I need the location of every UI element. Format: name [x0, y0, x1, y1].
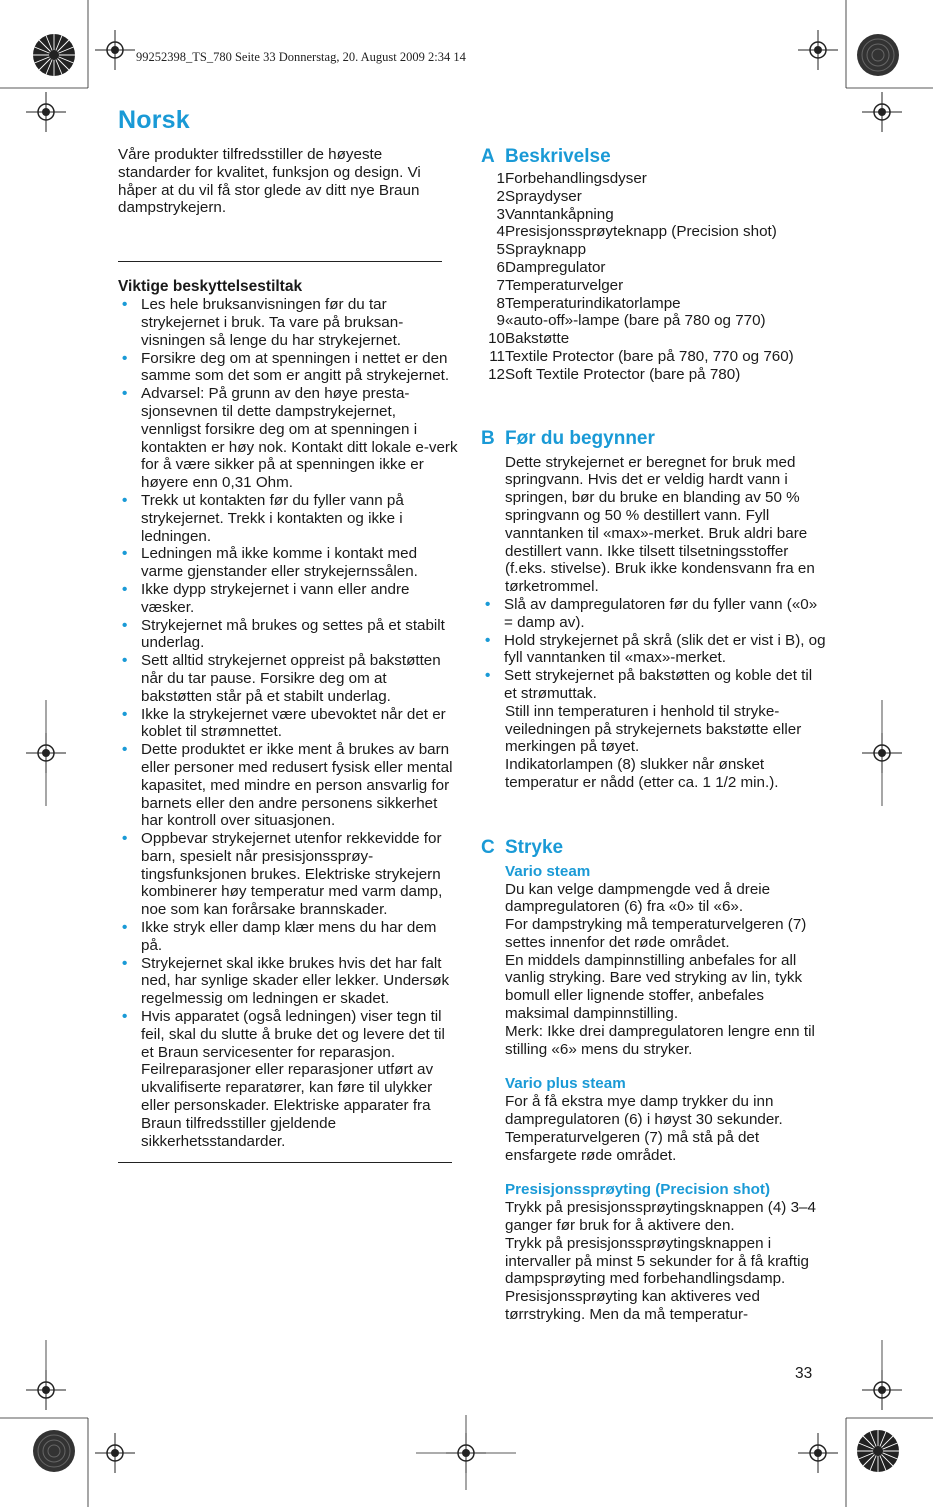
- list-item: 12 Soft Textile Protector (bare på 780): [488, 365, 741, 383]
- safety-item: • Strykejernet må brukes og settes på et stabilt underlag.: [122, 616, 445, 652]
- paragraph: Merk: Ikke drei dampregulatoren lengre enn til stilling «6» mens du stryker.: [505, 1022, 815, 1058]
- safety-list: [118, 296, 458, 1150]
- safety-item: • Ikke la strykejernet være ubevoktet når det er koblet til strømnettet.: [122, 705, 446, 741]
- left-column: [118, 146, 458, 1163]
- safety-item: • Oppbevar strykejernet utenfor rekkevidde for barn, spesielt når presisjonssprøytingsfunksjonen brukes. Elektriske strykejern kombinerer høy temperatur med varm damp, noe som kan forårsake brannskader.: [122, 830, 443, 919]
- bullet-icon: •: [122, 545, 128, 563]
- bullet-icon: •: [122, 830, 128, 848]
- list-item: • Slå av dampregulatoren før du fyller vann («0» = damp av).: [485, 595, 818, 631]
- list-item: 7 Temperaturvelger: [496, 276, 624, 294]
- bullet-icon: •: [122, 652, 128, 670]
- section-b-list: [481, 596, 826, 703]
- section-b-heading: [481, 428, 826, 450]
- bullet-icon: •: [122, 1008, 128, 1026]
- paragraph: Trykk på presisjonssprøytingsknappen i intervaller på minst 5 sekunder for å få kraftig dampsprøyting med forbehandlingsdamp. Presisjonssprøyting kan aktiveres ved tørrstryking. Men da må temperatur-: [505, 1234, 809, 1324]
- section-title: Beskrivelse: [505, 146, 611, 167]
- list-item: 10 Bakstøtte: [488, 330, 570, 348]
- bullet-icon: •: [122, 741, 128, 759]
- safety-item: • Ikke dypp strykejernet i vann eller andre væsker.: [122, 580, 410, 616]
- divider-line: [118, 261, 442, 262]
- bullet-icon: •: [122, 296, 128, 314]
- list-item: 1 Forbehandlingsdyser: [496, 170, 647, 187]
- safety-item: • Trekk ut kontakten før du fyller vann på strykejernet. Trekk i kontakten og ikke i ledningen.: [122, 491, 404, 545]
- bullet-icon: •: [122, 954, 128, 972]
- paragraph: Du kan velge dampmengde ved å dreie dampregulatoren (6) fra «0» til «6».: [505, 880, 771, 916]
- section-b-paragraph: Still inn temperaturen i henhold til strykeveiledningen på strykejernets bakstøtte eller merkingen på tøyet.: [505, 702, 802, 756]
- list-item: 4 Presisjonssprøyteknapp (Precision shot): [496, 223, 777, 241]
- paragraph: For dampstryking må temperaturvelgeren (7) settes innenfor det røde området.: [505, 916, 807, 951]
- intro-paragraph: Våre produkter tilfredsstiller de høyeste standarder for kvalitet, funksjon og design. Vi håper at du vil få stor glede av ditt nye Braun dampstrykejern.: [118, 146, 421, 217]
- print-info-header: 99252398_TS_780 Seite 33 Donnerstag, 20. August 2009 2:34 14: [136, 50, 466, 64]
- paragraph: En middels dampinnstilling anbefales for all vanlig stryking. Bare ved stryking av lin, tykk bomull eller lignende stoffer, anbefales maksimal dampinnstilling.: [505, 951, 803, 1023]
- section-b-intro: Dette strykejernet er beregnet for bruk med springvann. Hvis det er veldig hardt vann i springen, bør du bruke en blanding av 50 % springvann og 50 % destillert vann. Fyll vanntanken til «max»-merket. Bruk aldri bare destillert vann. Ikke tilsett tilsetningsstoffer (f.eks. stivelse). Bruk ikke kondensvann fra en tørketrommel.: [505, 453, 815, 596]
- bullet-icon: •: [122, 385, 128, 403]
- list-item: 11 Textile Protector (bare på 780, 770 og 760): [489, 347, 794, 365]
- bullet-icon: •: [485, 631, 491, 649]
- bullet-icon: •: [122, 349, 128, 367]
- paragraph: Trykk på presisjonssprøytingsknappen (4) 3–4 ganger før bruk for å aktivere den.: [505, 1199, 816, 1235]
- list-item: 5 Sprayknapp: [496, 241, 587, 259]
- paragraph: For å få ekstra mye damp trykker du inn dampregulatoren (6) i høyst 30 sekunder. Temperaturvelgeren (7) må stå på det ensfargete røde området.: [505, 1093, 783, 1164]
- list-item: 3 Vanntankåpning: [496, 205, 614, 223]
- section-c-heading: [481, 837, 826, 859]
- list-item: • Hold strykejernet på skrå (slik det er vist i B), og fyll vanntanken til «max»-merket.: [485, 631, 826, 667]
- page-number: 33: [795, 1365, 813, 1382]
- safety-item: • Advarsel: På grunn av den høye prestasjonsevnen til dette dampstrykejernet, vennligst forsikre deg om at spenningen i kontakten er høy nok. Kontakt ditt lokale e-verk for å være sikker på at spenningen ikke er høyere enn 0,31 Ohm.: [122, 385, 458, 492]
- safety-item: • Ledningen må ikke komme i kontakt med varme gjenstander eller strykejernssålen.: [122, 545, 418, 581]
- safety-item: • Hvis apparatet (også ledningen) viser tegn til feil, skal du slutte å bruke det og levere det til et Braun servicesenter for reparasjon. Feilreparasjoner eller reparasjoner utført av ukvalifiserte reparatører, kan føre til ulykker eller personskader. Elektriske apparater fra Braun tilfredsstiller gjeldende sikkerhetsstandarder.: [122, 1008, 445, 1150]
- safety-item: • Dette produktet er ikke ment å brukes av barn eller personer med redusert fysisk eller mental kapasitet, med mindre en person ansvarlig for barnets eller den andre personens sikkerhet har kontroll over situasjonen.: [122, 741, 453, 830]
- list-item: • Sett strykejernet på bakstøtten og koble det til et strømuttak.: [485, 667, 813, 702]
- section-a-heading: [481, 146, 826, 168]
- bullet-icon: •: [122, 616, 128, 634]
- list-item: 9 «auto-off»-lampe (bare på 780 og 770): [496, 312, 766, 330]
- safety-item: • Ikke stryk eller damp klær mens du har dem på.: [122, 919, 437, 954]
- section-b-paragraph: Indikatorlampen (8) slukker når ønsket temperatur er nådd (etter ca. 1 1/2 min.).: [505, 756, 779, 791]
- list-item: 8 Temperaturindikatorlampe: [496, 294, 681, 312]
- section-letter: B: [481, 427, 495, 449]
- safety-item: • Forsikre deg om at spenningen i nettet er den samme som det som er angitt på strykejernet.: [122, 349, 450, 385]
- bullet-icon: •: [122, 580, 128, 598]
- bullet-icon: •: [122, 491, 128, 509]
- section-title: Stryke: [505, 836, 564, 858]
- safety-item: • Sett alltid strykejernet oppreist på bakstøtten når du tar pause. Forsikre deg om at bakstøtten står på et stabilt underlag.: [122, 652, 441, 705]
- safety-item: • Les hele bruksanvisningen før du tar strykejernet i bruk. Ta vare på bruksanvisningen så lenge du har strykejernet.: [122, 296, 404, 349]
- list-item: 2 Spraydyser: [496, 187, 582, 205]
- section-title: Før du begynner: [505, 427, 655, 449]
- vario-steam-heading: Vario steam: [505, 862, 591, 880]
- safety-item: • Strykejernet skal ikke brukes hvis det har falt ned, har synlige skader eller lekker. Undersøk regelmessig om ledningen er skadet.: [122, 954, 450, 1008]
- right-column: [481, 146, 826, 1324]
- bullet-icon: •: [485, 667, 491, 685]
- description-list: [481, 170, 826, 384]
- section-letter: C: [481, 836, 495, 858]
- precision-shot-heading: Presisjonssprøyting (Precision shot): [505, 1181, 770, 1199]
- safety-heading: Viktige beskyttelsestiltak: [118, 278, 303, 296]
- list-item: 6 Dampregulator: [496, 258, 606, 276]
- bullet-icon: •: [485, 595, 491, 613]
- divider-line: [118, 1162, 452, 1163]
- page-title: Norsk: [118, 106, 190, 134]
- bullet-icon: •: [122, 919, 128, 937]
- vario-plus-heading: Vario plus steam: [505, 1075, 626, 1093]
- bullet-icon: •: [122, 705, 128, 723]
- section-letter: A: [481, 146, 495, 167]
